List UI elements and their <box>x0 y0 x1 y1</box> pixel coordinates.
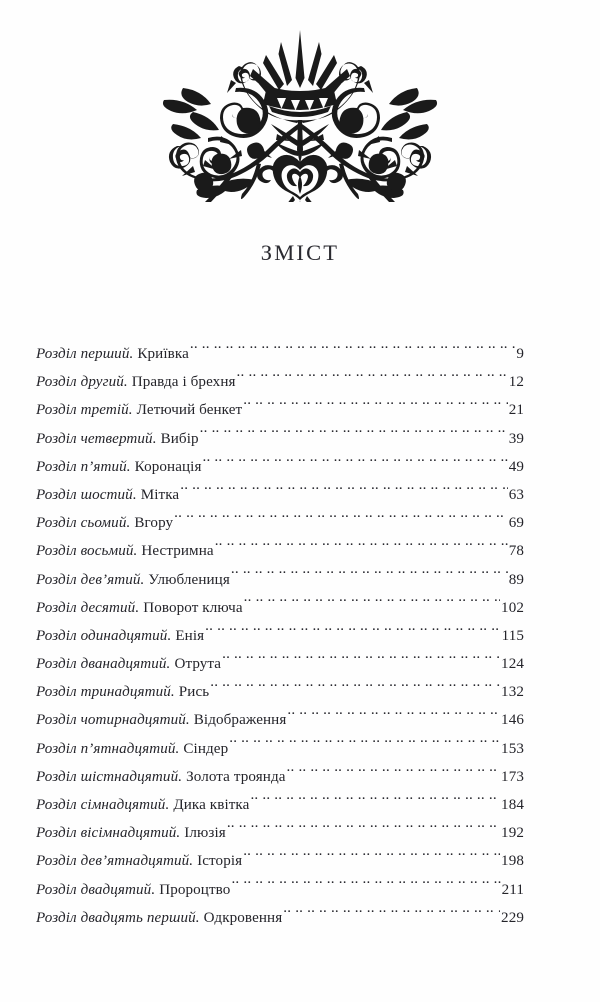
leader-dots <box>250 794 500 809</box>
page-number: 9 <box>516 346 524 362</box>
leader-dots <box>231 878 500 893</box>
toc-entry[interactable] <box>36 847 524 875</box>
toc-entry[interactable] <box>36 537 524 565</box>
leader-dots <box>244 597 500 612</box>
page-number: 184 <box>501 797 524 813</box>
ornament-header <box>0 24 600 209</box>
chapter-title: Правда і брехня <box>131 374 236 391</box>
toc-entry[interactable] <box>36 368 524 396</box>
page-title: ЗМІСТ <box>260 240 340 265</box>
chapter-label: Розділ шостий. <box>36 486 137 503</box>
leader-dots <box>227 822 500 837</box>
chapter-title: Вгору <box>134 515 174 532</box>
page-number: 78 <box>508 543 524 560</box>
leader-dots <box>215 540 508 555</box>
chapter-label: Розділ п’ятий. <box>36 458 131 475</box>
leader-dots <box>231 568 508 583</box>
chapter-label: Розділ двадцятий. <box>36 881 156 898</box>
toc-entry[interactable] <box>36 481 524 509</box>
toc-entry[interactable] <box>36 622 524 650</box>
toc-entry[interactable] <box>36 791 524 819</box>
page-number: 89 <box>508 571 524 588</box>
toc-entry[interactable] <box>36 509 524 537</box>
page-number: 12 <box>508 374 524 391</box>
page-number: 229 <box>501 909 524 926</box>
chapter-title: Дика квітка <box>173 797 250 813</box>
page-number: 102 <box>501 599 524 616</box>
chapter-label: Розділ одинадцятий. <box>36 627 172 644</box>
chapter-label: Розділ чотирнадцятий. <box>36 712 190 729</box>
chapter-title: Сіндер <box>183 740 229 757</box>
leader-dots <box>180 484 507 499</box>
leader-dots <box>243 399 507 414</box>
page-number: 124 <box>501 656 524 673</box>
chapter-title: Летючий бенкет <box>136 402 243 419</box>
page-number: 192 <box>501 825 524 842</box>
chapter-label: Розділ перший. <box>36 346 134 362</box>
leader-dots <box>200 427 508 442</box>
chapter-title: Відображення <box>193 712 287 729</box>
chapter-label: Розділ п’ятнадцятий. <box>36 740 180 757</box>
page-number: 69 <box>508 515 524 532</box>
chapter-label: Розділ дев’ятий. <box>36 571 145 588</box>
page-number: 39 <box>508 430 524 447</box>
toc-entry[interactable] <box>36 735 524 763</box>
chapter-title: Одкровення <box>203 909 283 926</box>
crown-vine-flourish-icon <box>45 24 555 202</box>
leader-dots <box>283 907 500 922</box>
toc-entry[interactable] <box>36 706 524 734</box>
toc-entry[interactable] <box>36 876 524 904</box>
chapter-label: Розділ четвертий. <box>36 430 157 447</box>
chapter-title: Рись <box>178 684 210 701</box>
leader-dots <box>210 681 500 696</box>
chapter-title: Коронація <box>134 458 202 475</box>
chapter-label: Розділ шістнадцятий. <box>36 768 183 785</box>
chapter-label: Розділ дев’ятнадцятий. <box>36 853 194 870</box>
chapter-label: Розділ третій. <box>36 402 133 419</box>
leader-dots <box>222 653 500 668</box>
chapter-title: Улюблениця <box>148 571 230 588</box>
page-number: 146 <box>501 712 524 729</box>
chapter-label: Розділ десятий. <box>36 599 140 616</box>
toc-entry[interactable] <box>36 425 524 453</box>
page-number: 153 <box>501 740 524 757</box>
table-of-contents <box>36 340 524 932</box>
chapter-label: Розділ вісімнадцятий. <box>36 825 181 842</box>
page-number: 198 <box>501 853 524 870</box>
chapter-title: Отрута <box>174 656 222 673</box>
chapter-title: Ілюзія <box>184 825 226 842</box>
chapter-label: Розділ другий. <box>36 374 128 391</box>
toc-entry[interactable] <box>36 396 524 424</box>
leader-dots <box>237 371 508 386</box>
leader-dots <box>205 625 500 640</box>
chapter-label: Розділ дванадцятий. <box>36 656 171 673</box>
toc-entry[interactable] <box>36 340 524 368</box>
toc-entry[interactable] <box>36 763 524 791</box>
chapter-title: Криївка <box>137 346 189 362</box>
chapter-label: Розділ восьмий. <box>36 543 138 560</box>
leader-dots <box>229 738 500 753</box>
leader-dots <box>203 456 508 471</box>
chapter-label: Розділ двадцять перший. <box>36 909 200 926</box>
chapter-title: Історія <box>197 853 243 870</box>
page-number: 115 <box>501 627 524 644</box>
chapter-title: Мітка <box>140 486 180 503</box>
toc-entry[interactable] <box>36 904 524 932</box>
chapter-label: Розділ сьомий. <box>36 515 131 532</box>
leader-dots <box>174 512 508 527</box>
leader-dots <box>243 850 500 865</box>
chapter-title: Нестримна <box>141 543 214 560</box>
toc-entry[interactable] <box>36 819 524 847</box>
chapter-title: Вибір <box>160 430 199 447</box>
toc-entry[interactable] <box>36 678 524 706</box>
page-number: 49 <box>508 458 524 475</box>
toc-entry[interactable] <box>36 453 524 481</box>
page-number: 63 <box>508 486 524 503</box>
leader-dots <box>190 343 515 358</box>
toc-entry[interactable] <box>36 566 524 594</box>
toc-entry[interactable] <box>36 594 524 622</box>
toc-entry[interactable] <box>36 650 524 678</box>
page-number: 21 <box>508 402 524 419</box>
chapter-title: Золота троянда <box>186 768 286 785</box>
chapter-label: Розділ сімнадцятий. <box>36 797 170 813</box>
leader-dots <box>287 766 501 781</box>
chapter-title: Енія <box>175 627 205 644</box>
chapter-label: Розділ тринадцятий. <box>36 684 175 701</box>
leader-dots <box>287 709 500 724</box>
page-number: 132 <box>501 684 524 701</box>
page-number: 211 <box>501 881 524 898</box>
chapter-title: Пророцтво <box>159 881 231 898</box>
page-number: 173 <box>501 768 524 785</box>
chapter-title: Поворот ключа <box>143 599 243 616</box>
